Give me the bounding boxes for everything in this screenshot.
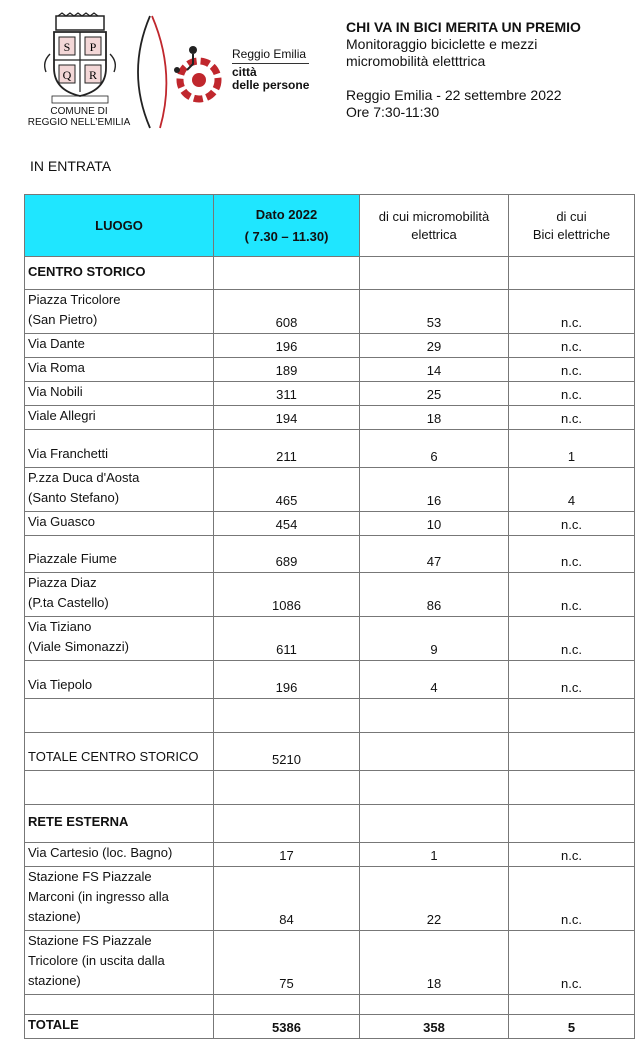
row-name: (San Pietro) xyxy=(28,312,98,327)
cell-micro: 4 xyxy=(360,661,509,699)
cell-micro: 29 xyxy=(360,334,509,358)
cell-dato: 211 xyxy=(214,430,360,468)
subtotal-value: 5210 xyxy=(214,733,360,771)
cell-dato: 84 xyxy=(214,867,360,931)
crest-caption-line: COMUNE DI xyxy=(50,106,108,117)
crest-letter: S xyxy=(63,40,71,54)
time-range: Ore 7:30-11:30 xyxy=(346,104,440,120)
brand-name: Reggio Emilia xyxy=(232,47,307,61)
header-dato-line: ( 7.30 – 11.30) xyxy=(244,228,329,244)
row-name: Via Nobili xyxy=(25,382,214,406)
cell-micro: 10 xyxy=(360,512,509,536)
row-name: Viale Allegri xyxy=(25,406,214,430)
row-name: Via Tiziano xyxy=(28,619,92,634)
place-date: Reggio Emilia - 22 settembre 2022 xyxy=(346,87,562,103)
cell-micro: 25 xyxy=(360,382,509,406)
total-row xyxy=(25,1015,635,1039)
total-label: TOTALE xyxy=(25,1015,214,1039)
subtotal-label: TOTALE CENTRO STORICO xyxy=(25,733,214,771)
cell-dato: 1086 xyxy=(214,573,360,617)
cell-dato: 196 xyxy=(214,661,360,699)
cell-micro: 53 xyxy=(360,290,509,334)
crest-letter: P xyxy=(89,40,97,54)
cell-dato: 311 xyxy=(214,382,360,406)
cell-micro: 16 xyxy=(360,468,509,512)
empty-row xyxy=(25,771,635,805)
table-header-row xyxy=(25,195,635,257)
crest-caption-line: REGGIO NELL'EMILIA xyxy=(27,117,131,128)
section-row xyxy=(25,257,635,290)
cell-micro: 9 xyxy=(360,617,509,661)
subtotal-row xyxy=(25,733,635,771)
document-title: CHI VA IN BICI MERITA UN PREMIO xyxy=(346,19,581,35)
cell-dato: 75 xyxy=(214,931,360,995)
table-row xyxy=(25,617,635,661)
table-row xyxy=(25,867,635,931)
cell-bici: 4 xyxy=(509,468,635,512)
cell-dato: 17 xyxy=(214,843,360,867)
title-block xyxy=(346,19,636,121)
total-micro: 358 xyxy=(360,1015,509,1039)
cell-bici: n.c. xyxy=(509,661,635,699)
table-row xyxy=(25,468,635,512)
empty-row xyxy=(25,995,635,1015)
row-name: Via Roma xyxy=(25,358,214,382)
section-row xyxy=(25,805,635,843)
row-name: (P.ta Castello) xyxy=(28,595,109,610)
row-name: Stazione FS Piazzale xyxy=(28,933,152,948)
cell-dato: 194 xyxy=(214,406,360,430)
cell-bici: n.c. xyxy=(509,512,635,536)
row-name: Via Dante xyxy=(25,334,214,358)
reggio-emilia-brand xyxy=(232,48,309,92)
header-micro: di cui micromobilità elettrica xyxy=(360,195,509,257)
header-bici xyxy=(509,195,635,257)
row-name: Via Cartesio (loc. Bagno) xyxy=(25,843,214,867)
cell-micro: 18 xyxy=(360,406,509,430)
total-bici: 5 xyxy=(509,1015,635,1039)
brand-line: città xyxy=(232,63,309,79)
cell-dato: 608 xyxy=(214,290,360,334)
header-bici-line: di cui xyxy=(556,208,587,224)
row-name: Piazza Diaz xyxy=(28,575,97,590)
row-name: (Viale Simonazzi) xyxy=(28,639,129,654)
table-row xyxy=(25,512,635,536)
cell-bici: n.c. xyxy=(509,843,635,867)
cell-dato: 454 xyxy=(214,512,360,536)
row-name: Piazza Tricolore xyxy=(28,292,121,307)
cell-micro: 47 xyxy=(360,536,509,573)
cell-micro: 18 xyxy=(360,931,509,995)
row-name: Marconi (in ingresso alla xyxy=(28,889,169,904)
row-name: Via Franchetti xyxy=(25,430,214,468)
cell-bici: n.c. xyxy=(509,617,635,661)
table-row xyxy=(25,931,635,995)
cell-dato: 689 xyxy=(214,536,360,573)
subtitle-line: micromobilità eletttrica xyxy=(346,53,486,69)
document-header xyxy=(0,0,640,150)
table-row xyxy=(25,382,635,406)
subtitle-line: Monitoraggio biciclette e mezzi xyxy=(346,36,538,52)
table-row xyxy=(25,573,635,617)
cell-bici: n.c. xyxy=(509,382,635,406)
cell-bici: 1 xyxy=(509,430,635,468)
header-dato xyxy=(214,195,360,257)
crest-letter: Q xyxy=(62,68,72,82)
table-row xyxy=(25,290,635,334)
section-name: CENTRO STORICO xyxy=(25,257,214,290)
empty-row xyxy=(25,699,635,733)
table-row xyxy=(25,406,635,430)
data-table xyxy=(24,194,635,1039)
row-name: Via Tiepolo xyxy=(25,661,214,699)
row-name: Stazione FS Piazzale xyxy=(28,869,152,884)
crest-caption xyxy=(20,106,138,128)
cell-dato: 196 xyxy=(214,334,360,358)
header-luogo: LUOGO xyxy=(25,195,214,257)
cell-bici: n.c. xyxy=(509,334,635,358)
row-name: Tricolore (in uscita dalla xyxy=(28,953,165,968)
cell-bici: n.c. xyxy=(509,867,635,931)
cell-micro: 1 xyxy=(360,843,509,867)
cell-dato: 611 xyxy=(214,617,360,661)
cell-micro: 14 xyxy=(360,358,509,382)
cell-micro: 6 xyxy=(360,430,509,468)
cell-dato: 189 xyxy=(214,358,360,382)
table-row xyxy=(25,661,635,699)
row-name: stazione) xyxy=(28,973,81,988)
header-bici-line: Bici elettriche xyxy=(532,226,611,242)
cell-bici: n.c. xyxy=(509,358,635,382)
cell-bici: n.c. xyxy=(509,290,635,334)
row-name: (Santo Stefano) xyxy=(28,490,120,505)
table-row xyxy=(25,334,635,358)
row-name: P.zza Duca d'Aosta xyxy=(28,470,140,485)
row-name: Piazzale Fiume xyxy=(25,536,214,573)
total-dato: 5386 xyxy=(214,1015,360,1039)
section-label: IN ENTRATA xyxy=(30,158,112,174)
crest-letter: R xyxy=(88,68,98,82)
table-row xyxy=(25,358,635,382)
cell-dato: 465 xyxy=(214,468,360,512)
brand-line: delle persone xyxy=(232,78,310,92)
reggio-emilia-logo-icon xyxy=(165,40,230,110)
table-row xyxy=(25,536,635,573)
section-name: RETE ESTERNA xyxy=(25,805,214,843)
row-name: stazione) xyxy=(28,909,81,924)
table-row xyxy=(25,430,635,468)
cell-micro: 22 xyxy=(360,867,509,931)
cell-bici: n.c. xyxy=(509,406,635,430)
arc-separator-icon xyxy=(128,14,168,129)
cell-bici: n.c. xyxy=(509,536,635,573)
table-row xyxy=(25,843,635,867)
cell-bici: n.c. xyxy=(509,931,635,995)
header-dato-line: Dato 2022 xyxy=(255,206,318,222)
cell-micro: 86 xyxy=(360,573,509,617)
cell-bici: n.c. xyxy=(509,573,635,617)
row-name: Via Guasco xyxy=(25,512,214,536)
